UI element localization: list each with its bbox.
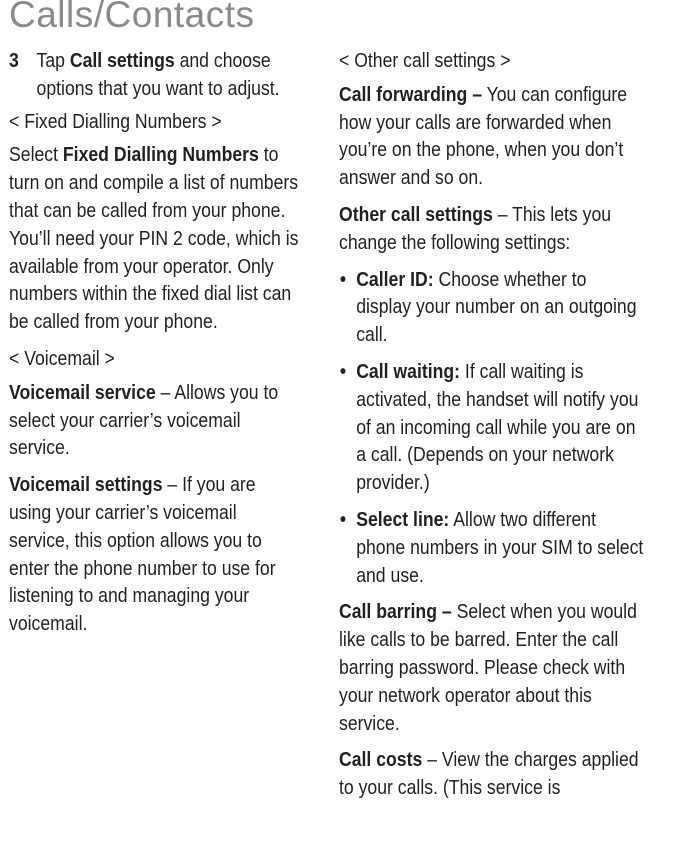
voicemail-service-term: Voicemail service xyxy=(9,380,156,404)
voicemail-service-paragraph xyxy=(9,379,300,462)
list-item xyxy=(339,266,644,349)
step-3 xyxy=(9,47,300,103)
voicemail-settings-text: – If you are using your carrier’s voicemail service, this option allows you to enter the phone number to use for listening to and managing your voicemail. xyxy=(9,473,276,636)
bullet-dot: • xyxy=(339,267,347,291)
caller-id-term: Caller ID: xyxy=(356,267,434,291)
call-costs-term: Call costs xyxy=(339,748,423,772)
page-title: Calls/Contacts xyxy=(9,0,255,35)
call-waiting-text: If call waiting is activated, the handset will notify you of an incoming call while you are on a call. (Depends on your network provider.) xyxy=(356,359,639,495)
other-call-settings-term: Other call settings xyxy=(339,202,493,226)
fdn-text-post: to turn on and compile a list of numbers that can be called from your phone. You’ll need your PIN 2 code, which is available from your operator. Only numbers within the fixed dial list can be called from your phone. xyxy=(9,143,299,334)
step-text-bold: Call settings xyxy=(69,49,175,72)
select-line-term: Select line: xyxy=(356,507,450,531)
other-call-settings-heading: < Other call settings > xyxy=(339,49,511,72)
select-line-text: Allow two different phone numbers in your SIM to select and use. xyxy=(356,507,644,587)
call-forwarding-term: Call forwarding – xyxy=(339,82,483,106)
other-call-settings-text: – This lets you change the following settings: xyxy=(339,202,612,254)
step-text-pre: Tap xyxy=(36,49,70,72)
call-costs-paragraph xyxy=(339,746,644,802)
call-barring-text: Select when you would like calls to be barred. Enter the call barring password. Please check with your network operator about this service. xyxy=(339,600,637,735)
right-column xyxy=(339,47,644,811)
fdn-text-pre: Select xyxy=(9,143,63,167)
voicemail-settings-paragraph xyxy=(9,471,300,638)
call-barring-paragraph xyxy=(339,598,644,737)
call-forwarding-paragraph xyxy=(339,81,644,192)
call-costs-text: – View the charges applied to your calls. (This service is xyxy=(339,748,639,800)
list-item xyxy=(339,358,644,497)
list-item xyxy=(339,506,644,589)
bullet-dot: • xyxy=(339,507,347,531)
bullet-dot: • xyxy=(339,359,347,383)
left-column xyxy=(9,47,300,647)
settings-bullet-list xyxy=(339,266,644,590)
other-call-settings-paragraph xyxy=(339,201,644,257)
call-waiting-term: Call waiting: xyxy=(356,359,461,383)
step-number: 3 xyxy=(9,49,19,72)
fdn-text-bold: Fixed Dialling Numbers xyxy=(62,143,259,167)
caller-id-text: Choose whether to display your number on an outgoing call. xyxy=(356,267,637,347)
voicemail-heading: < Voicemail > xyxy=(9,346,115,370)
voicemail-settings-term: Voicemail settings xyxy=(9,473,163,497)
voicemail-service-text: – Allows you to select your carrier’s voicemail service. xyxy=(9,380,279,460)
call-barring-term: Call barring – xyxy=(339,600,452,624)
step-text-post: and choose options that you want to adjust. xyxy=(36,49,280,100)
call-forwarding-text: You can configure how your calls are forwarded when you’re on the phone, when you don’t answer and so on. xyxy=(339,82,628,190)
fixed-dialling-heading: < Fixed Dialling Numbers > xyxy=(9,109,222,133)
fixed-dialling-paragraph xyxy=(9,141,300,336)
